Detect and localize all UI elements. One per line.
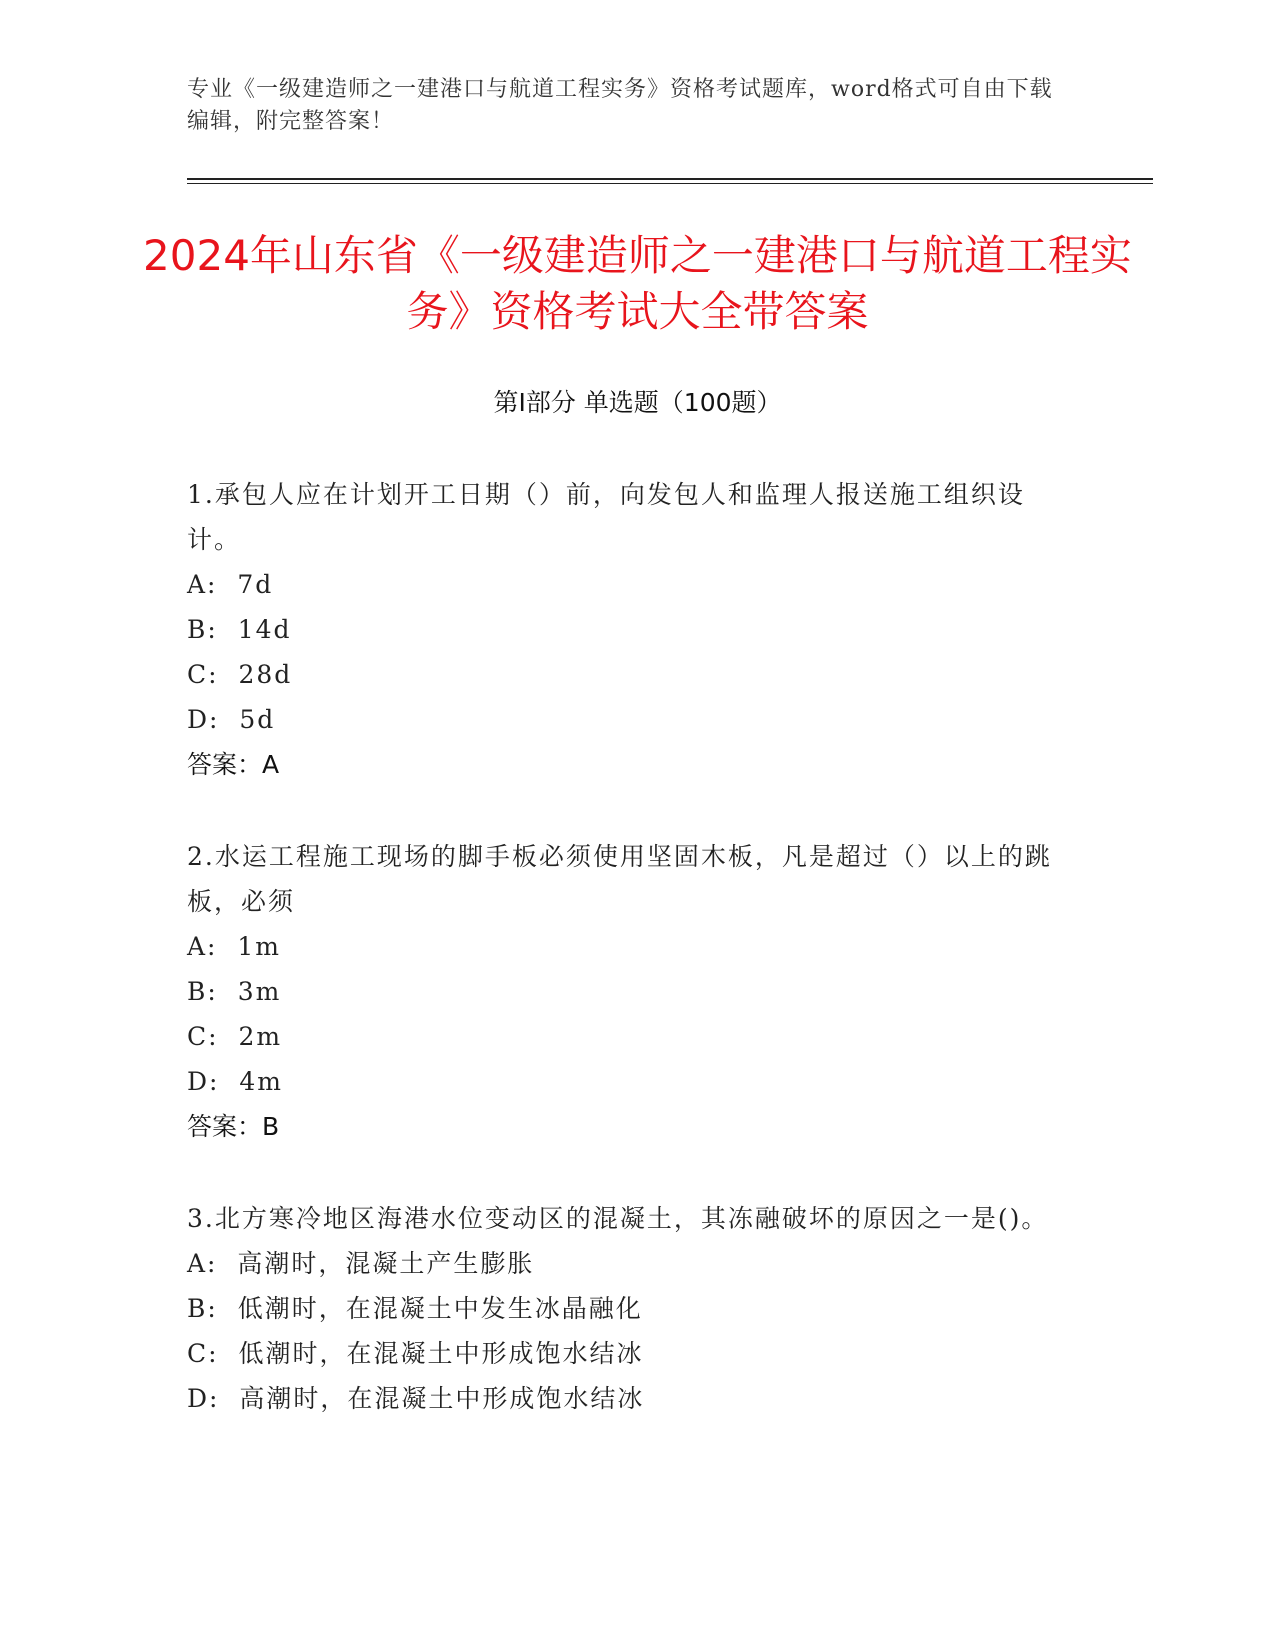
- option-a: A: 7d: [187, 570, 274, 599]
- header-note: 专业《一级建造师之一建港口与航道工程实务》资格考试题库，word格式可自由下载编辑，附完整答案！: [187, 77, 1053, 134]
- header-divider-thin: [187, 183, 1153, 184]
- question-3: [187, 1196, 1067, 1421]
- option-d: D: 高潮时，在混凝土中形成饱水结冰: [187, 1384, 645, 1413]
- option-a: A: 1m: [187, 932, 281, 961]
- question-1: [187, 472, 1067, 787]
- option-b: B: 低潮时，在混凝土中发生冰晶融化: [187, 1294, 643, 1323]
- option-b: B: 14d: [187, 615, 292, 644]
- option-a: A: 高潮时，混凝土产生膨胀: [187, 1249, 535, 1278]
- section-heading: 第I部分 单选题（100题）: [493, 388, 782, 417]
- document-title: 2024年山东省《一级建造师之一建港口与航道工程实务》资格考试大全带答案: [143, 231, 1132, 336]
- header-divider-thick: [187, 178, 1153, 180]
- option-c: C: 2m: [187, 1022, 283, 1051]
- question-stem: 2.水运工程施工现场的脚手板必须使用坚固木板，凡是超过（）以上的跳板，必须: [187, 842, 1052, 916]
- question-stem: 1.承包人应在计划开工日期（）前，向发包人和监理人报送施工组织设计。: [187, 480, 1025, 554]
- option-c: C: 低潮时，在混凝土中形成饱水结冰: [187, 1339, 644, 1368]
- answer: 答案：A: [187, 750, 280, 779]
- option-c: C: 28d: [187, 660, 293, 689]
- option-d: D: 4m: [187, 1067, 283, 1096]
- question-2: [187, 834, 1067, 1149]
- question-stem: 3.北方寒冷地区海港水位变动区的混凝土，其冻融破坏的原因之一是()。: [187, 1204, 1049, 1233]
- answer: 答案：B: [187, 1112, 280, 1141]
- option-d: D: 5d: [187, 705, 276, 734]
- option-b: B: 3m: [187, 977, 282, 1006]
